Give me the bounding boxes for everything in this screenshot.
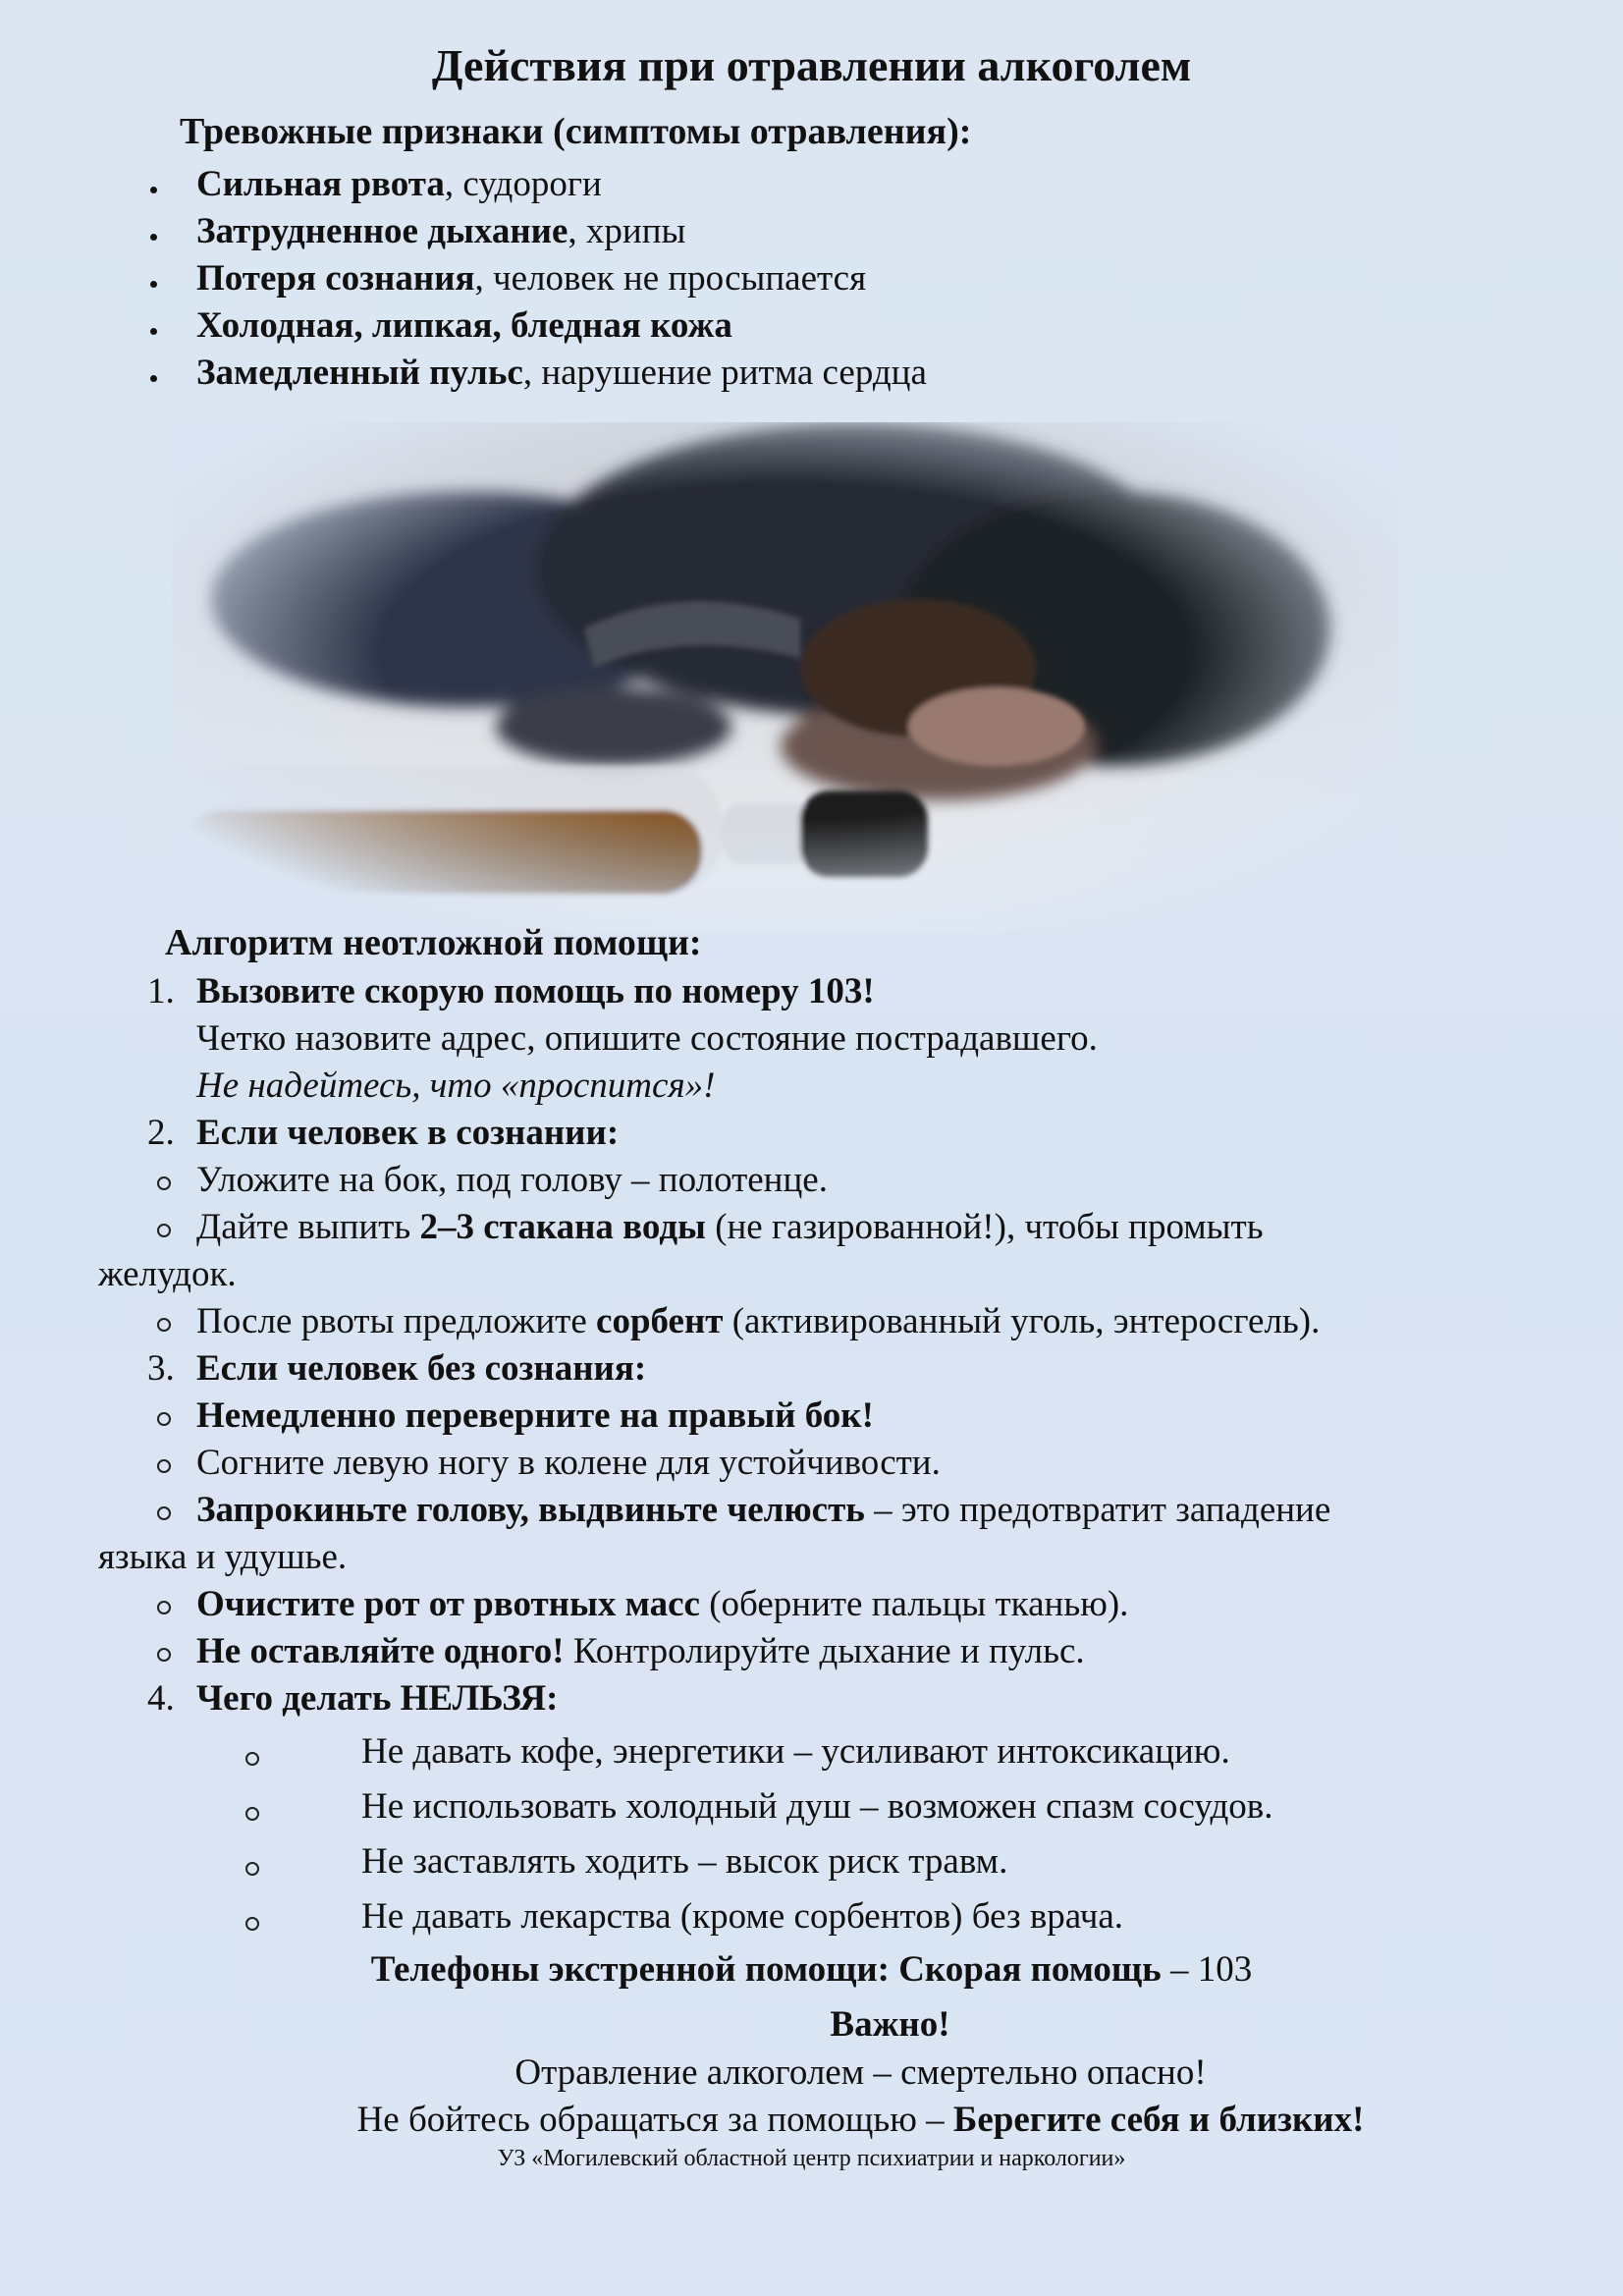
symptoms-heading: Тревожные признаки (симптомы отравления): xyxy=(180,111,972,152)
step-1-title: Вызовите скорую помощь по номеру 103! xyxy=(196,971,875,1011)
list-item: Потеря сознания, человек не просыпается xyxy=(196,258,867,299)
list-item: Не давать кофе, энергетики – усиливают интоксикацию. xyxy=(361,1731,1230,1772)
step-number: 1. xyxy=(147,971,175,1011)
step-number: 3. xyxy=(147,1348,175,1389)
circle-bullet-icon xyxy=(245,1752,259,1766)
step-1-line: Четко назовите адрес, опишите состояние пострадавшего. xyxy=(196,1018,1098,1059)
list-item: После рвоты предложите сорбент (активированный уголь, энтеросгель). xyxy=(196,1301,1321,1341)
step-number: 4. xyxy=(147,1678,175,1719)
circle-bullet-icon xyxy=(157,1459,171,1473)
call-to-action: Не бойтесь обращаться за помощью – Берегите себя и близких! xyxy=(356,2100,1365,2140)
circle-bullet-icon xyxy=(157,1601,171,1614)
step-1-line: Не надейтесь, что «проспится»! xyxy=(196,1066,716,1106)
algorithm-heading: Алгоритм неотложной помощи: xyxy=(165,922,702,963)
list-item: Замедленный пульс, нарушение ритма сердца xyxy=(196,353,927,393)
bullet-icon xyxy=(150,187,157,193)
circle-bullet-icon xyxy=(157,1506,171,1520)
list-item: Запрокиньте голову, выдвиньте челюсть – это предотвратит западение xyxy=(196,1490,1331,1530)
emergency-phones: Телефоны экстренной помощи: Скорая помощь – 103 xyxy=(370,1949,1253,1990)
list-item: Очистите рот от рвотных масс (оберните пальцы тканью). xyxy=(196,1584,1129,1624)
important-heading: Важно! xyxy=(830,2004,950,2045)
list-item: Согните левую ногу в колене для устойчивости. xyxy=(196,1443,941,1483)
circle-bullet-icon xyxy=(245,1917,259,1931)
step-4-title: Чего делать НЕЛЬЗЯ: xyxy=(196,1678,559,1719)
circle-bullet-icon xyxy=(157,1224,171,1237)
page-title: Действия при отравлении алкоголем xyxy=(431,40,1192,90)
list-item: Затрудненное дыхание, хрипы xyxy=(196,211,686,251)
list-item-continued: желудок. xyxy=(98,1254,237,1294)
list-item-continued: языка и удушье. xyxy=(98,1537,348,1577)
step-3-title: Если человек без сознания: xyxy=(196,1348,647,1389)
list-item: Не использовать холодный душ – возможен спазм сосудов. xyxy=(361,1786,1273,1827)
circle-bullet-icon xyxy=(157,1318,171,1332)
list-item: Сильная рвота, судороги xyxy=(196,164,602,204)
circle-bullet-icon xyxy=(245,1862,259,1876)
circle-bullet-icon xyxy=(157,1648,171,1662)
illustration-intoxicated-person xyxy=(172,422,1399,933)
bullet-icon xyxy=(150,234,157,241)
bullet-icon xyxy=(150,328,157,335)
step-2-title: Если человек в сознании: xyxy=(196,1113,620,1153)
warning-line: Отравление алкоголем – смертельно опасно! xyxy=(514,2052,1207,2093)
list-item: Уложите на бок, под голову – полотенце. xyxy=(196,1160,828,1200)
list-item: Немедленно переверните на правый бок! xyxy=(196,1395,874,1436)
bullet-icon xyxy=(150,375,157,382)
circle-bullet-icon xyxy=(157,1412,171,1426)
step-number: 2. xyxy=(147,1113,175,1153)
circle-bullet-icon xyxy=(157,1176,171,1190)
list-item: Дайте выпить 2–3 стакана воды (не газированной!), чтобы промыть xyxy=(196,1207,1264,1247)
bullet-icon xyxy=(150,281,157,288)
organization-name: УЗ «Могилевский областной центр психиатрии и наркологии» xyxy=(497,2146,1126,2171)
list-item: Не заставлять ходить – высок риск травм. xyxy=(361,1841,1008,1882)
list-item: Не оставляйте одного! Контролируйте дыхание и пульс. xyxy=(196,1631,1085,1671)
list-item: Не давать лекарства (кроме сорбентов) без врача. xyxy=(361,1896,1124,1937)
circle-bullet-icon xyxy=(245,1807,259,1821)
list-item: Холодная, липкая, бледная кожа xyxy=(196,305,732,346)
